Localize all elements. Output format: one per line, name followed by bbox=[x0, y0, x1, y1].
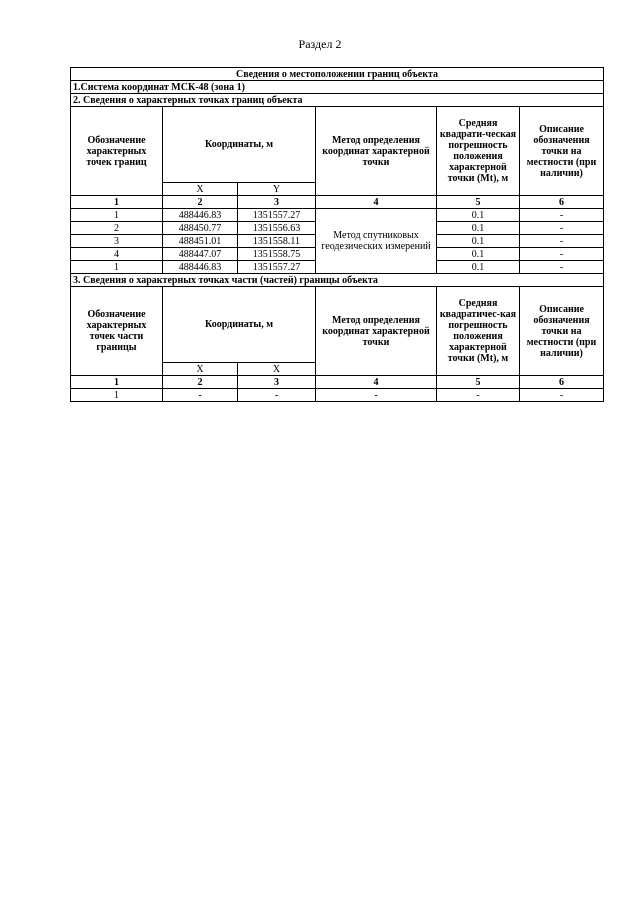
x-cell: 488446.83 bbox=[163, 209, 238, 222]
mt-cell: 0.1 bbox=[437, 248, 520, 261]
header-x: X bbox=[163, 183, 238, 196]
point-cell: 3 bbox=[71, 235, 163, 248]
table-row bbox=[71, 209, 604, 222]
y-cell: 1351558.75 bbox=[238, 248, 316, 261]
part2-title: 2. Сведения о характерных точках границ объекта bbox=[71, 94, 604, 107]
y-cell: 1351556.63 bbox=[238, 222, 316, 235]
header-coords: Координаты, м bbox=[163, 107, 316, 183]
part3-title: 3. Сведения о характерных точках части (частей) границы объекта bbox=[71, 274, 604, 287]
table-row bbox=[71, 389, 604, 402]
desc-cell: - bbox=[520, 248, 604, 261]
x-cell: 488451.01 bbox=[163, 235, 238, 248]
mt-cell: 0.1 bbox=[437, 261, 520, 274]
mt-cell: 0.1 bbox=[437, 209, 520, 222]
point-cell: 1 bbox=[71, 209, 163, 222]
method-cell: - bbox=[316, 389, 437, 402]
y-cell: - bbox=[238, 389, 316, 402]
column-number: 5 bbox=[437, 376, 520, 389]
section-title: Раздел 2 bbox=[298, 37, 342, 51]
x-cell: 488450.77 bbox=[163, 222, 238, 235]
coord-system-row: 1.Система координат МСК-48 (зона 1) bbox=[71, 81, 604, 94]
header-description: Описание обозначения точки на местности (при наличии) bbox=[520, 107, 604, 196]
point-cell: 4 bbox=[71, 248, 163, 261]
point-cell: 2 bbox=[71, 222, 163, 235]
desc-cell: - bbox=[520, 235, 604, 248]
mt-cell: - bbox=[437, 389, 520, 402]
point-cell: 1 bbox=[71, 261, 163, 274]
y-cell: 1351557.27 bbox=[238, 209, 316, 222]
y-cell: 1351557.27 bbox=[238, 261, 316, 274]
column-number: 2 bbox=[163, 376, 238, 389]
column-number: 4 bbox=[316, 376, 437, 389]
header-coords: Координаты, м bbox=[163, 287, 316, 363]
column-number: 6 bbox=[520, 376, 604, 389]
mt-cell: 0.1 bbox=[437, 235, 520, 248]
column-number: 1 bbox=[71, 376, 163, 389]
desc-cell: - bbox=[520, 389, 604, 402]
y-cell: 1351558.11 bbox=[238, 235, 316, 248]
column-number: 1 bbox=[71, 196, 163, 209]
desc-cell: - bbox=[520, 261, 604, 274]
header-accuracy: Средняя квадратичес-кая погрешность положения характерной точки (Mt), м bbox=[437, 287, 520, 376]
header-method: Метод определения координат характерной точки bbox=[316, 287, 437, 376]
header-point: Обозначение характерных точек границ bbox=[71, 107, 163, 196]
header-y: Y bbox=[238, 183, 316, 196]
point-cell: 1 bbox=[71, 389, 163, 402]
column-number: 4 bbox=[316, 196, 437, 209]
column-numbers-row bbox=[71, 196, 604, 209]
header-y: X bbox=[238, 363, 316, 376]
column-numbers-row bbox=[71, 376, 604, 389]
column-number: 2 bbox=[163, 196, 238, 209]
header-description: Описание обозначения точки на местности (при наличии) bbox=[520, 287, 604, 376]
x-cell: 488447.07 bbox=[163, 248, 238, 261]
mt-cell: 0.1 bbox=[437, 222, 520, 235]
table-title: Сведения о местоположении границ объекта bbox=[71, 68, 604, 81]
x-cell: - bbox=[163, 389, 238, 402]
header-method: Метод определения координат характерной точки bbox=[316, 107, 437, 196]
x-cell: 488446.83 bbox=[163, 261, 238, 274]
desc-cell: - bbox=[520, 222, 604, 235]
method-cell: Метод спутниковых геодезических измерений bbox=[316, 209, 437, 274]
column-number: 5 bbox=[437, 196, 520, 209]
column-number: 3 bbox=[238, 376, 316, 389]
boundary-table bbox=[70, 67, 604, 402]
column-number: 6 bbox=[520, 196, 604, 209]
header-point: Обозначение характерных точек части границы bbox=[71, 287, 163, 376]
header-x: X bbox=[163, 363, 238, 376]
header-accuracy: Средняя квадрати-ческая погрешность положения характерной точки (Mt), м bbox=[437, 107, 520, 196]
column-number: 3 bbox=[238, 196, 316, 209]
desc-cell: - bbox=[520, 209, 604, 222]
